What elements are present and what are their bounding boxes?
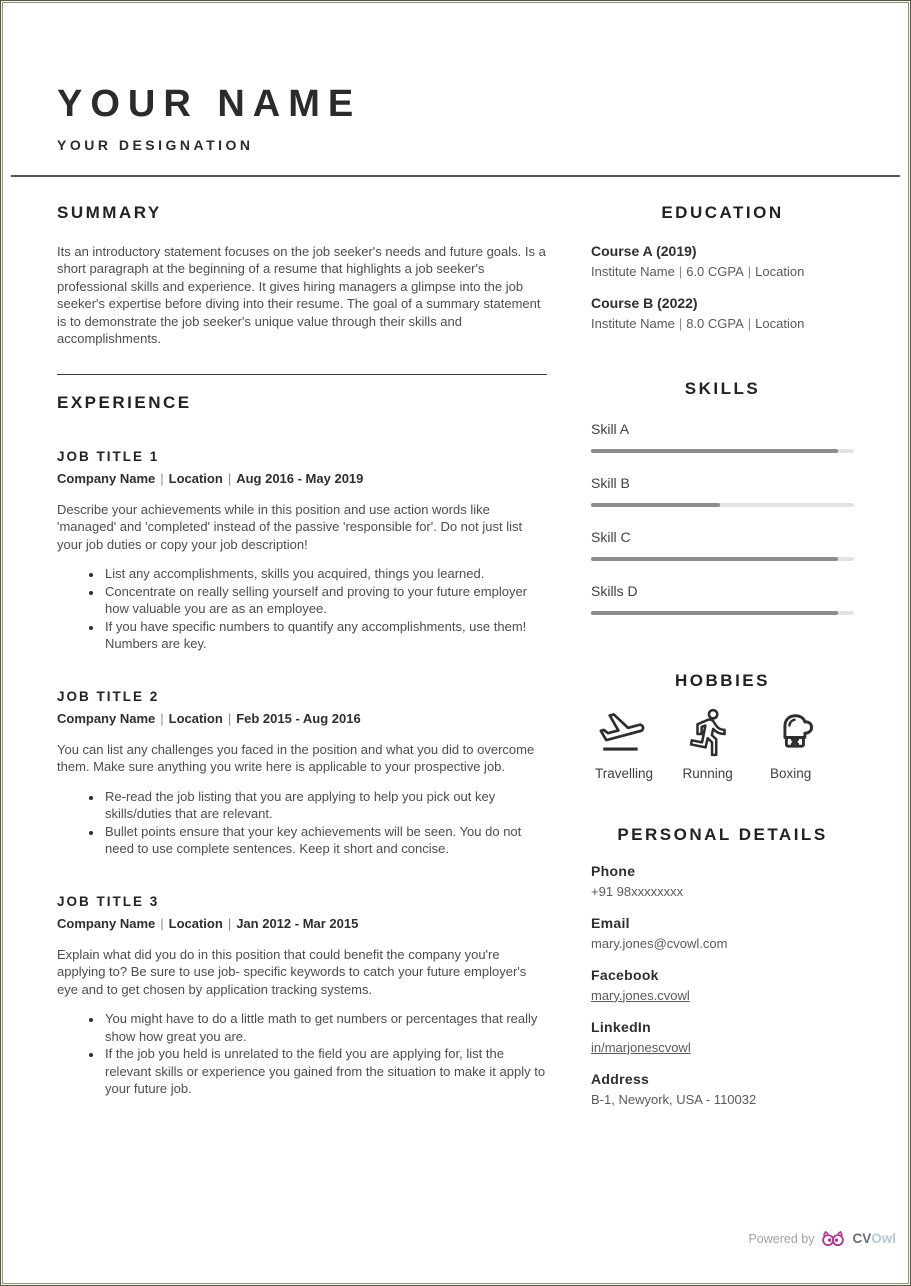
skill-progress-bar bbox=[591, 611, 854, 615]
linkedin-link[interactable]: in/marjonescvowl bbox=[591, 1039, 691, 1055]
left-column bbox=[57, 203, 547, 1107]
separator: | bbox=[747, 315, 752, 331]
job-location: Location bbox=[168, 710, 223, 726]
hobbies-section bbox=[591, 671, 854, 781]
phone-value: +91 98xxxxxxxx bbox=[591, 883, 684, 899]
detail-facebook bbox=[591, 967, 854, 1003]
skill-label: Skills D bbox=[591, 582, 638, 599]
skills-heading: SKILLS bbox=[684, 378, 761, 398]
skill-progress-bar bbox=[591, 503, 854, 507]
brand-text bbox=[852, 1231, 896, 1246]
job-title: JOB TITLE 2 bbox=[57, 688, 160, 704]
skill-label: Skill A bbox=[591, 420, 630, 437]
facebook-link[interactable]: mary.jones.cvowl bbox=[591, 987, 690, 1003]
job-dates: Aug 2016 - May 2019 bbox=[236, 470, 364, 486]
hobby-label: Running bbox=[682, 765, 733, 781]
skill-row bbox=[591, 475, 854, 507]
course-name: Course A (2019) bbox=[591, 242, 697, 259]
detail-label: LinkedIn bbox=[591, 1018, 651, 1035]
job-bullet: • Bullet points ensure that your key achievements will be seen. You do not need to use complete sentences. Keep it short and concise. bbox=[103, 823, 547, 858]
course-gpa: 8.0 CGPA bbox=[686, 315, 744, 331]
job-bullet-list bbox=[57, 1010, 547, 1098]
job-bullet: • Re-read the job listing that you are applying to help you pick out key skills/duties that are relevant. bbox=[103, 788, 547, 823]
job-location: Location bbox=[168, 915, 223, 931]
institute-name: Institute Name bbox=[591, 315, 675, 331]
content-columns bbox=[1, 177, 910, 1107]
separator: | bbox=[747, 263, 752, 279]
owl-logo-icon bbox=[820, 1230, 846, 1247]
hobby-boxing bbox=[770, 707, 850, 781]
skill-progress-bar bbox=[591, 449, 854, 453]
brand-owl: Owl bbox=[871, 1231, 896, 1246]
skill-progress-fill bbox=[591, 503, 720, 507]
detail-email bbox=[591, 915, 854, 951]
runner-icon bbox=[683, 707, 737, 757]
job-meta bbox=[57, 711, 547, 726]
hobbies-heading: HOBBIES bbox=[675, 670, 770, 690]
skill-row bbox=[591, 583, 854, 615]
company-name: Company Name bbox=[57, 915, 156, 931]
hobby-label: Boxing bbox=[770, 765, 812, 781]
company-name: Company Name bbox=[57, 470, 156, 486]
job-description: Describe your achievements while in this position and use action words like 'managed' and 'completed' instead of the passive 'responsible for'. Do not just list your job duties or copy your job description! bbox=[57, 501, 523, 552]
hobby-label: Travelling bbox=[595, 765, 654, 781]
job-entry-2 bbox=[57, 689, 547, 858]
course-gpa: 6.0 CGPA bbox=[686, 263, 744, 279]
skill-row bbox=[591, 421, 854, 453]
separator: | bbox=[160, 915, 164, 931]
summary-heading: SUMMARY bbox=[57, 202, 162, 222]
separator: | bbox=[160, 470, 164, 486]
job-bullet: • List any accomplishments, skills you acquired, things you learned. bbox=[103, 565, 547, 583]
separator: | bbox=[227, 470, 232, 486]
job-bullet-list bbox=[57, 565, 547, 653]
education-heading: EDUCATION bbox=[661, 202, 784, 222]
job-description: Explain what did you do in this position that could benefit the company you're applying to? Be sure to use job- specific keywords to catch your future employer's eye and to get chosen by application tracking systems. bbox=[57, 946, 527, 997]
skill-progress-fill bbox=[591, 557, 838, 561]
job-bullet: • Concentrate on really selling yourself and proving to your future employer how valuable you are as an employee. bbox=[103, 583, 547, 618]
separator: | bbox=[227, 915, 232, 931]
company-name: Company Name bbox=[57, 710, 156, 726]
course-name: Course B (2022) bbox=[591, 294, 698, 311]
detail-label: Email bbox=[591, 914, 630, 931]
hobby-row bbox=[591, 707, 854, 781]
job-meta bbox=[57, 471, 547, 486]
plane-takeoff-icon bbox=[595, 707, 649, 757]
course-location: Location bbox=[755, 315, 805, 331]
course-location: Location bbox=[755, 263, 805, 279]
summary-experience-divider bbox=[57, 374, 547, 375]
detail-label: Facebook bbox=[591, 966, 659, 983]
skill-label: Skill C bbox=[591, 528, 631, 545]
institute-name: Institute Name bbox=[591, 263, 675, 279]
boxing-glove-icon bbox=[770, 707, 824, 757]
education-entry bbox=[591, 243, 854, 279]
separator: | bbox=[678, 315, 683, 331]
powered-by-text: Powered by bbox=[748, 1231, 815, 1246]
designation: YOUR DESIGNATION bbox=[57, 136, 254, 153]
email-value: mary.jones@cvowl.com bbox=[591, 935, 728, 951]
job-location: Location bbox=[168, 470, 223, 486]
page-title: YOUR NAME bbox=[57, 83, 362, 125]
skill-label: Skill B bbox=[591, 474, 630, 491]
hobby-travelling bbox=[595, 707, 675, 781]
job-dates: Feb 2015 - Aug 2016 bbox=[236, 710, 361, 726]
skills-section bbox=[591, 379, 854, 615]
separator: | bbox=[678, 263, 683, 279]
job-title: JOB TITLE 1 bbox=[57, 448, 160, 464]
skill-progress-bar bbox=[591, 557, 854, 561]
detail-label: Address bbox=[591, 1070, 650, 1087]
job-meta bbox=[57, 916, 547, 931]
detail-label: Phone bbox=[591, 862, 636, 879]
address-value: B-1, Newyork, USA - 110032 bbox=[591, 1091, 757, 1107]
hobby-running bbox=[683, 707, 763, 781]
course-meta bbox=[591, 316, 854, 331]
education-entry bbox=[591, 295, 854, 331]
personal-details-section bbox=[591, 825, 854, 1107]
job-bullet-list bbox=[57, 788, 547, 858]
skill-row bbox=[591, 529, 854, 561]
experience-section bbox=[57, 393, 547, 1098]
summary-text: Its an introductory statement focuses on the job seeker's needs and future goals. Is a short paragraph at the beginning of a resume that highlights a job seeker's professional skills and experience. It gives hiring managers a glimpse into the job seeker's expertise before diving into their resume. The goal of a summary statement is to demonstrate the job seeker's unique value through their skills and accomplishments. bbox=[57, 243, 546, 347]
job-bullet: • If you have specific numbers to quantify any accomplishments, use them! Numbers are key. bbox=[103, 618, 547, 653]
separator: | bbox=[160, 710, 164, 726]
job-bullet: • You might have to do a little math to get numbers or percentages that really show how great you are. bbox=[103, 1010, 547, 1045]
job-description: You can list any challenges you faced in the position and what you did to overcome them. Make sure anything you write here is applicable to your prospective job. bbox=[57, 741, 535, 775]
detail-address bbox=[591, 1071, 854, 1107]
brand-cv: CV bbox=[852, 1231, 872, 1246]
detail-linkedin bbox=[591, 1019, 854, 1055]
footer-branding[interactable] bbox=[748, 1230, 896, 1247]
job-dates: Jan 2012 - Mar 2015 bbox=[236, 915, 359, 931]
separator: | bbox=[227, 710, 232, 726]
job-entry-1 bbox=[57, 449, 547, 653]
skill-progress-fill bbox=[591, 611, 838, 615]
personal-details-heading: PERSONAL DETAILS bbox=[617, 824, 828, 844]
resume-header bbox=[1, 1, 910, 153]
detail-phone bbox=[591, 863, 854, 899]
education-section bbox=[591, 203, 854, 331]
course-meta bbox=[591, 264, 854, 279]
job-title: JOB TITLE 3 bbox=[57, 893, 160, 909]
summary-section bbox=[57, 203, 547, 348]
right-column bbox=[591, 203, 854, 1107]
skill-progress-fill bbox=[591, 449, 838, 453]
job-entry-3 bbox=[57, 894, 547, 1098]
experience-heading: EXPERIENCE bbox=[57, 392, 192, 412]
job-bullet: • If the job you held is unrelated to the field you are applying for, list the relevant skills or experience you gained from the situation to make it apply to your future job. bbox=[103, 1045, 547, 1098]
